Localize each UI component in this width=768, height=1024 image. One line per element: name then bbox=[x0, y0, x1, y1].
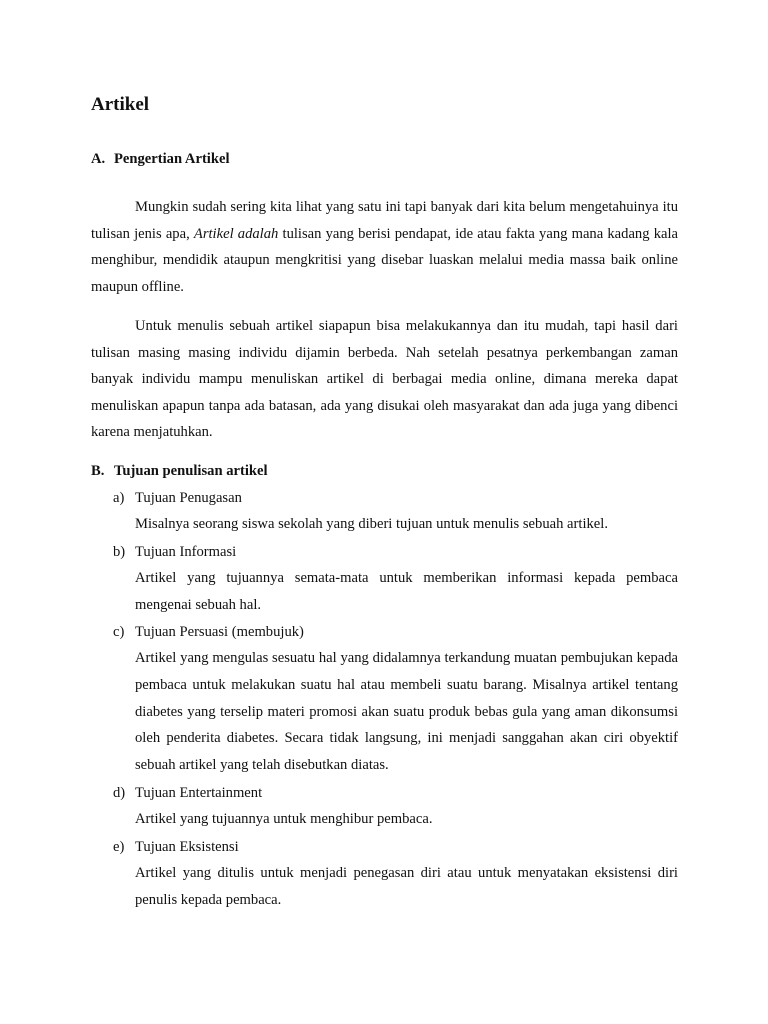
list-item-description: Artikel yang tujuannya untuk menghibur pembaca. bbox=[135, 811, 433, 827]
list-item-label bbox=[113, 622, 304, 642]
list-item-description: Artikel yang mengulas sesuatu hal yang didalamnya terkandung muatan pembujukan kepada pembaca untuk melakukan suatu hal atau membeli suatu barang. Misalnya artikel tentang diabetes yang terselip materi promosi akan suatu produk bebas gula yang aman dikonsumsi oleh penderita diabetes. Secara tidak langsung, ini menjadi sanggahan akan ciri obyektif sebuah artikel yang telah disebutkan diatas. bbox=[135, 650, 678, 774]
list-item-description: Misalnya seorang siswa sekolah yang diberi tujuan untuk menulis sebuah artikel. bbox=[135, 516, 608, 532]
list-item-mark: c) bbox=[113, 624, 125, 640]
list-item-label bbox=[113, 542, 236, 562]
list-item-label bbox=[113, 488, 242, 508]
list-item-title: Tujuan Entertainment bbox=[135, 785, 263, 801]
section-a-heading bbox=[91, 149, 230, 169]
list-item-label bbox=[113, 837, 239, 857]
list-item-mark: e) bbox=[113, 839, 125, 855]
section-a-paragraph-1 bbox=[91, 194, 678, 300]
paragraph-1-italic-term: Artikel adalah bbox=[193, 225, 279, 242]
section-a-paragraph-2: Untuk menulis sebuah artikel siapapun bisa melakukannya dan itu mudah, tapi hasil dari tulisan masing masing individu dijamin berbeda. Nah setelah pesatnya perkembangan zaman banyak individu mampu menuliskan artikel di berbagai media online, dimana mereka dapat menuliskan apapun tanpa ada batasan, ada yang disukai oleh masyarakat dan ada juga yang dibenci karena menjatuhkan. bbox=[91, 318, 678, 441]
list-item-label bbox=[113, 783, 262, 803]
section-a-title: Pengertian Artikel bbox=[114, 151, 230, 167]
section-a-letter: A. bbox=[91, 151, 106, 167]
list-item-title: Tujuan Eksistensi bbox=[135, 839, 239, 855]
list-item-title: Tujuan Informasi bbox=[135, 544, 237, 560]
list-item-mark: d) bbox=[113, 785, 126, 801]
document-title: Artikel bbox=[91, 94, 150, 115]
list-item-description: Artikel yang tujuannya semata-mata untuk memberikan informasi kepada pembaca mengenai sebuah hal. bbox=[135, 570, 678, 613]
list-item-title: Tujuan Penugasan bbox=[135, 490, 242, 506]
list-item-mark: b) bbox=[113, 544, 126, 560]
section-b-title: Tujuan penulisan artikel bbox=[114, 463, 268, 479]
list-item-title: Tujuan Persuasi (membujuk) bbox=[135, 624, 304, 640]
paragraph-1-text-end: tulisan yang berisi pendapat, ide atau fakta yang mana kadang kala menghibur, mendidik ataupun mengkritisi yang disebar luaskan melalui media massa baik online maupun offline. bbox=[91, 225, 679, 295]
list-item-mark: a) bbox=[113, 490, 125, 506]
list-item-description: Artikel yang ditulis untuk menjadi penegasan diri atau untuk menyatakan eksistensi diri penulis kepada pembaca. bbox=[135, 865, 678, 908]
paragraph-1-text-start: Mungkin sudah sering kita lihat yang satu ini tapi banyak dari kita belum mengetahuinya itu tulisan jenis apa, bbox=[91, 199, 678, 242]
section-b-letter: B. bbox=[91, 463, 105, 479]
section-b-heading bbox=[91, 461, 268, 481]
